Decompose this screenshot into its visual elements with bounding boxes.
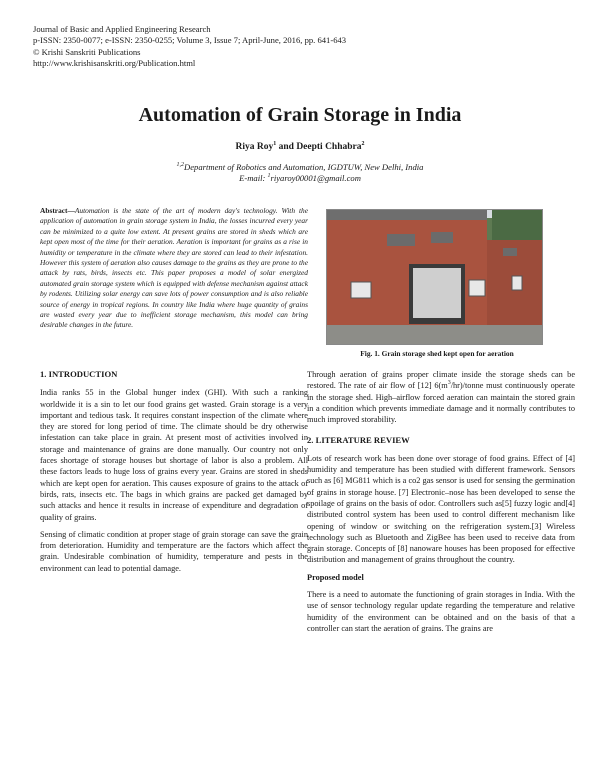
journal-name: Journal of Basic and Applied Engineering Research	[33, 24, 211, 34]
author-and: and	[276, 142, 297, 152]
author-2-sup: 2	[361, 140, 365, 147]
email-prefix: E-mail:	[239, 173, 268, 183]
intro-paragraph-1: India ranks 55 in the Global hunger index (GHI). With such a ranking worldwide it is a sin to let our food grains get wasted. Grain storage is a very important and tedious task. It requires constant inspection of the climate where they are stored for long period of time. The climate should be dry otherwise infestation can take place in grain. At present most of activities involved in storage and maintenance of grains are done manually. Our country not only faces shortage of storage houses but shortage of labor is also a problem. All these factors leads to huge loss of grains every year. Grains are stored in sheds which are kept open for aeration. This causes exposure of grains to the attack of birds, rats, insects etc. The bags in which grains are packed get damaged by such attacks and hence it results in increase of expenditure and degradation of quality of grains.	[40, 388, 308, 522]
proposed-model-paragraph: There is a need to automate the functioning of grain storages in India. With the use of sensor technology regular update regarding the temperature and relative humidity of the environment can be obtained and on the basis of that a controller can start the aeration of grains. The grains are	[307, 590, 575, 633]
affil-dept: Department of Robotics and Automation, IGDTUW, New Delhi, India	[184, 162, 424, 172]
aeration-text-b: /hr)/tonne must continuously operate in the storage shed. High–airflow forced aeration can maintain the stored grain in a condition which prevents immediate damage and it normally contributes to much improved storability.	[307, 381, 575, 425]
section-literature-title: 2. LITERATURE REVIEW	[307, 435, 410, 446]
email-sup: 1	[267, 173, 271, 180]
literature-paragraph: Lots of research work has been done over storage of food grains. Effect of [4] humidity and temperature has been studied with different framework. Sensors such as [6] MG811 which is a co2 gas sensor is used for sensing the germination of grains in storage house. [7] Electronic–nose has been developed to sense the spoilage of grains on the basis of odor. Controllers such as[5] fuzzy logic and[4] distributed control system has been used to control different mechanism like opening of window or switching on the refrigeration system.[3] Wireless technology such as Bluetooth and ZigBee has been used to receive data from grain storage. Concepts of [8] nanoware houses has been proposed for effective distribution and management of grains throughout the country.	[307, 453, 575, 565]
left-column	[40, 369, 308, 580]
author-line	[0, 142, 600, 152]
author-1-sup: 1	[273, 140, 277, 147]
aeration-sup: 3	[447, 380, 451, 387]
right-column	[307, 369, 575, 640]
paper-title: Automation of Grain Storage in India	[138, 104, 462, 126]
figure-caption: Fig. 1. Grain storage shed kept open for aeration	[360, 349, 514, 358]
abstract	[40, 206, 308, 331]
aeration-paragraph	[307, 369, 575, 425]
author-1: Riya Roy	[235, 142, 274, 152]
proposed-model-title: Proposed model	[307, 572, 364, 582]
author-email[interactable]: riyaroy00001@gmail.com	[270, 173, 361, 183]
aeration-text-a: Through aeration of grains proper climate inside the storage sheds can be restored. The rate of air flow of [12] 6(m	[307, 370, 575, 391]
journal-header	[33, 24, 346, 70]
affil-sup: 1,2	[176, 162, 185, 169]
author-2: Deepti Chhabra	[296, 142, 362, 152]
journal-copyright: © Krishi Sanskriti Publications	[33, 46, 141, 57]
journal-url[interactable]: http://www.krishisanskriti.org/Publication.html	[33, 58, 196, 69]
affiliation	[0, 162, 600, 184]
figure-grain-shed	[326, 209, 543, 345]
journal-issn: p-ISSN: 2350-0077; e-ISSN: 2350-0255; Volume 3, Issue 7; April-June, 2016, pp. 641-643	[33, 35, 347, 46]
abstract-label: Abstract—	[40, 206, 75, 215]
abstract-text: Automation is the state of the art of modern day's technology. With the application of automation in grain storage system in India, the losses incurred every year can be minimized to a quite low extent. At present grains are stored in sheds which are kept open most of the time for their aeration. Aeration is important for grains as a rise in humidity or temperature in the climate where they are stored can lead to their infestation. However this system of aeration also causes damage to the grains as they are prone to the attack by rats, birds, insects etc. This paper proposes a model of solar energized automated grain storage system which is equipped with defense mechanism against attack by rodents. Utilizing solar energy can save lots of power consumption and is also reliable source of energy in tropical regions. In country like India where huge quantity of grains are wasted every year due to inefficient storage mechanism, this model can bring desirable changes in the future.	[40, 206, 308, 330]
grain-shed-photo	[327, 210, 542, 344]
intro-paragraph-2: Sensing of climatic condition at proper stage of grain storage can save the grain from deterioration. Humidity and temperature are the factors which affect the grain. Undesirable combination of humidity, temperature and pests in the environment can lead to potential damage.	[40, 529, 308, 573]
section-introduction-title: 1. INTRODUCTION	[40, 369, 118, 379]
